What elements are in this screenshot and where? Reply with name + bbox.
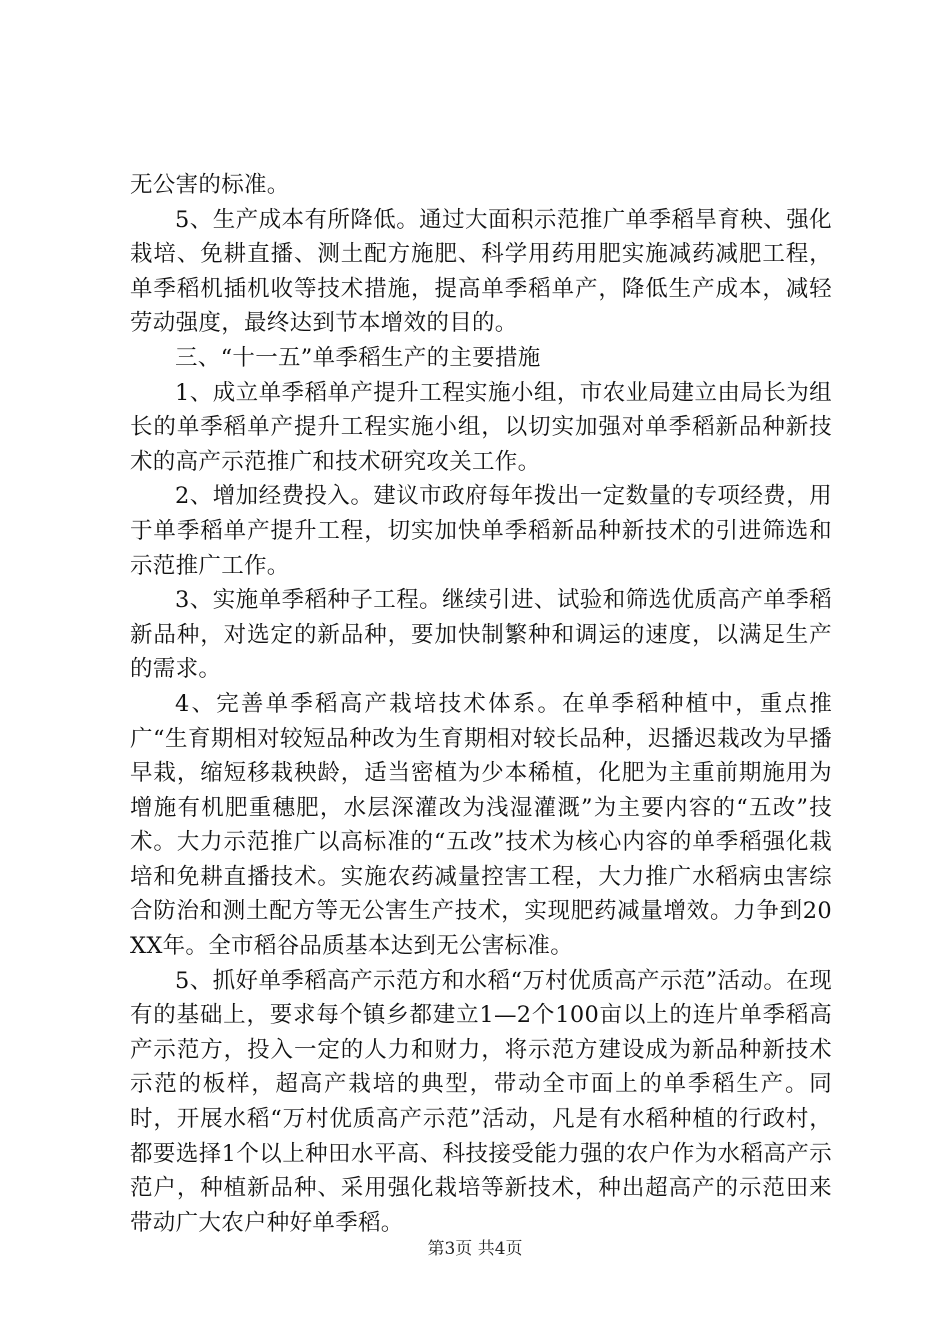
- paragraph-continuation: 无公害的标准。: [130, 172, 290, 198]
- paragraph-measure-5: 5、抓好单季稻高产示范方和水稻“万村优质高产示范”活动。在现有的基础上，要求每个镇乡都建立1—2个100亩以上的连片单季稻高产示范方，投入一定的人力和财力，将示范方建设成为新品种新技术示范的板样，超高产栽培的典型，带动全市面上的单季稻生产。同时，开展水稻“万村优质高产示范”活动，凡是有水稻种植的行政村，都要选择1个以上种田水平高、科技接受能力强的农户作为水稻高产示范户，种植新品种、采用强化栽培等新技术，种出超高产的示范田来带动广大农户种好单季稻。: [130, 967, 832, 1236]
- paragraph-measure-1: 1、成立单季稻单产提升工程实施小组，市农业局建立由局长为组长的单季稻单产提升工程实施小组，以切实加强对单季稻新品种新技术的高产示范推广和技术研究攻关工作。: [130, 379, 832, 475]
- paragraph-measure-2: 2、增加经费投入。建议市政府每年拨出一定数量的专项经费，用于单季稻单产提升工程，切实加快单季稻新品种新技术的引进筛选和示范推广工作。: [130, 483, 832, 579]
- document-body: [130, 168, 832, 1240]
- paragraph-measure-3: 3、实施单季稻种子工程。继续引进、试验和筛选优质高产单季稻新品种，对选定的新品种，要加快制繁种和调运的速度，以满足生产的需求。: [130, 587, 832, 683]
- paragraph-cost-reduction: 5、生产成本有所降低。通过大面积示范推广单季稻旱育秧、强化栽培、免耕直播、测土配方施肥、科学用药用肥实施减药减肥工程，单季稻机插机收等技术措施，提高单季稻单产，降低生产成本，减轻劳动强度，最终达到节本增效的目的。: [130, 206, 832, 337]
- page-number-footer: 第3页 共4页: [427, 1239, 523, 1259]
- paragraph-measure-4: 4、完善单季稻高产栽培技术体系。在单季稻种植中，重点推广“生育期相对较短品种改为生育期相对较长品种，迟播迟栽改为早播早栽，缩短移栽秧龄，适当密植为少本稀植，化肥为主重前期施用为增施有机肥重穗肥，水层深灌改为浅湿灌溉”为主要内容的“五改”技术。大力示范推广以高标准的“五改”技术为核心内容的单季稻强化栽培和免耕直播技术。实施农药减量控害工程，大力推广水稻病虫害综合防治和测土配方等无公害生产技术，实现肥药减量增效。力争到20XX年。全市稻谷品质基本达到无公害标准。: [130, 690, 832, 960]
- section-heading-main-measures: 三、“十一五”单季稻生产的主要措施: [175, 344, 541, 371]
